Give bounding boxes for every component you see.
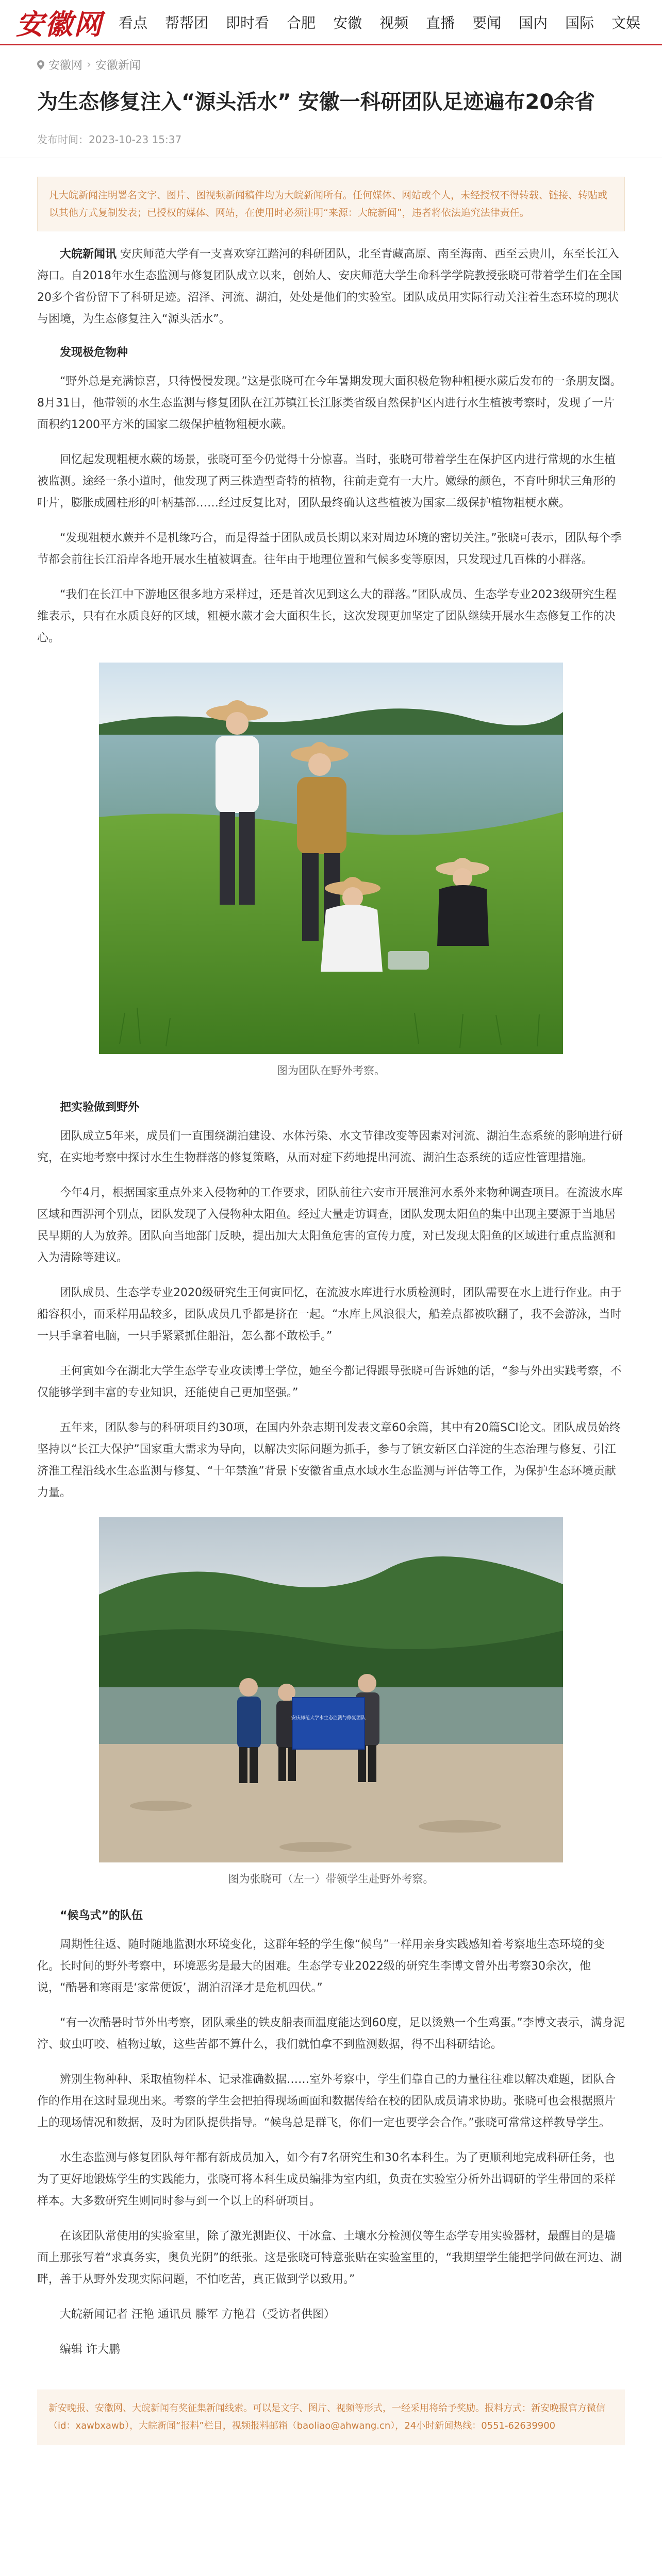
paragraph: “有一次酷暑时节外出考察，团队乘坐的铁皮船表面温度能达到60度，足以烫熟一个生鸡蛋。”李博文表示，满身泥泞、蚊虫叮咬、植物过敏，这些苦都不算什么，我们就怕拿不到监测数据，得不出科研结论。 xyxy=(37,2016,625,2051)
paragraph: 回忆起发现粗梗水蕨的场景，张晓可至今仍觉得十分惊喜。当时，张晓可带着学生在保护区内进行常规的水生植被监测。途经一条小道时，他发现了两三株造型奇特的植物，往前走竟有一大片。嫩绿的颜色，不育叶卵状三角形的叶片，膨胀成圆柱形的叶柄基部……经过反复比对，团队最终确认这些植被为国家二级保护植物粗梗水蕨。 xyxy=(37,453,616,510)
article-title: 为生态修复注入“源头活水” 安徽一科研团队足迹遍布20余省 xyxy=(37,90,595,114)
paragraph: “野外总是充满惊喜，只待慢慢发现。”这是张晓可在今年暑期发现大面积极危物种粗梗水蕨后发布的一条朋友圈。8月31日，他带领的水生态监测与修复团队在江苏镇江长江豚类省级自然保护区内进行水生植被考察时，发现了一片面积约1200平方米的国家二级保护植物粗梗水蕨。 xyxy=(37,375,622,431)
paragraph: 周期性往返、随时随地监测水环境变化，这群年轻的学生像“候鸟”一样用亲身实践感知着考察地生态环境的变化。长时间的野外考察中，环境恶劣是最大的困难。生态学专业2022级的研究生李博文曾外出考察30余次，他说，“酷暑和寒雨是‘家常便饭’，湖泊沼泽才是危机四伏。” xyxy=(37,1938,605,1994)
breadcrumb-section[interactable]: 安徽新闻 xyxy=(95,59,141,72)
breadcrumb-home[interactable]: 安徽网 xyxy=(48,59,83,72)
team-banner-photo xyxy=(99,1517,563,1862)
logo-text: 安徽网 xyxy=(16,7,103,41)
nav-item-jishikan[interactable]: 即时看 xyxy=(226,14,270,31)
publish-date: 发布时间：2023-10-23 15:37 xyxy=(0,116,662,158)
nav-item-international[interactable]: 国际 xyxy=(565,14,594,31)
paragraph: 水生态监测与修复团队每年都有新成员加入，如今有7名研究生和30名本科生。为了更顺利地完成科研任务，也为了更好地锻炼学生的实践能力，张晓可将本科生成员编排为室内组，负责在实验室分析外出调研的学生带回的采样样本。大多数研究生则同时参与到一个以上的科研项目。 xyxy=(37,2151,616,2208)
nav-item-anhui[interactable]: 安徽 xyxy=(333,14,362,31)
section-heading-fieldwork: 把实验做到野外 xyxy=(60,1101,140,1114)
breadcrumb xyxy=(0,45,662,73)
main-nav xyxy=(119,12,658,32)
nav-item-live[interactable]: 直播 xyxy=(426,14,455,31)
paragraph: 辨别生物种种、采取植物样本、记录准确数据……室外考察中，学生们靠自己的力量往往难以解决难题，团队合作的作用在这时显现出来。考察的学生会把拍得现场画面和数据传给在校的团队成员请求协助。张晓可也会根据照片上的现场情况和数据，及时为团队提供指导。“候鸟总是群飞，你们一定也要学会合作。”张晓可常常这样教导学生。 xyxy=(37,2073,616,2129)
site-logo[interactable] xyxy=(0,0,119,44)
location-pin-icon xyxy=(37,60,44,70)
field-survey-photo xyxy=(99,663,563,1054)
nav-item-video[interactable]: 视频 xyxy=(379,14,409,31)
nav-item-yaowen[interactable]: 要闻 xyxy=(472,14,502,31)
team-banner-illustration xyxy=(99,1517,563,1862)
section-heading-discovery: 发现极危物种 xyxy=(60,346,128,359)
paragraph: 王何寅如今在湖北大学生态学专业攻读博士学位，她至今都记得跟导张晓可告诉她的话，“参与外出实践考察，不仅能够学到丰富的专业知识，还能使自己更加坚强。” xyxy=(37,1365,622,1399)
paragraph: 今年4月，根据国家重点外来入侵物种的工作要求，团队前往六安市开展淮河水系外来物种调查项目。在流波水库区域和西淠河个别点，团队发现了入侵物种太阳鱼。经过大量走访调查，团队发现太阳鱼的集中出现主要源于当地居民早期的人为放养。团队向当地部门反映，提出加大太阳鱼危害的宣传力度，对已发现太阳鱼的区域进行重点监测和入为清除等建议。 xyxy=(37,1187,623,1264)
editor-credit: 编辑 许大鹏 xyxy=(60,2343,120,2356)
photo-caption-2: 图为张晓可（左一）带领学生赴野外考察。 xyxy=(228,1873,434,1885)
nav-item-domestic[interactable]: 国内 xyxy=(519,14,548,31)
article-body xyxy=(0,231,662,2361)
breadcrumb-separator: › xyxy=(87,58,91,71)
paragraph: “发现粗梗水蕨并不是机缘巧合，而是得益于团队成员长期以来对周边环境的密切关注。”张晓可表示，团队每个季节都会前往长江沿岸各地开展水生植被调查。往年由于地理位置和气候多变等原因，只发现过几百株的小群落。 xyxy=(37,532,622,566)
paragraph: 团队成员、生态学专业2020级研究生王何寅回忆，在流波水库进行水质检测时，团队需要在水上进行作业。由于船容积小，而采样用品较多，团队成员几乎都是挤在一起。“水库上风浪很大，船差点都被吹翻了，我不会游泳，当时一只手拿着电脑，一只手紧紧抓住船沿，怎么都不敢松手。” xyxy=(37,1286,622,1343)
copyright-notice: 凡大皖新闻注明署名文字、图片、图视频新闻稿件均为大皖新闻所有。任何媒体、网站或个人，未经授权不得转载、链接、转贴或以其他方式复制发表；已授权的媒体、网站，在使用时必须注明“来源：大皖新闻”，违者将依法追究法律责任。 xyxy=(37,177,625,231)
paragraph: 团队成立5年来，成员们一直围绕湖泊建设、水体污染、水文节律改变等因素对河流、湖泊生态系统的影响进行研究，在实地考察中探讨水生生物群落的修复策略，从而对症下药地提出河流、湖泊生态系统的适应性管理措施。 xyxy=(37,1130,623,1164)
nav-item-kandian[interactable]: 看点 xyxy=(119,14,148,31)
paragraph: “我们在长江中下游地区很多地方采样过，还是首次见到这么大的群落。”团队成员、生态学专业2023级研究生程维表示，只有在水质良好的区域，粗梗水蕨才会大面积生长，这次发现更加坚定了团队继续开展水生态修复工作的决心。 xyxy=(37,588,617,645)
nav-item-bangbangtuan[interactable]: 帮帮团 xyxy=(165,14,209,31)
banner-text: 安庆师范大学水生态监测与修复团队 xyxy=(291,1716,366,1721)
photo-caption-1: 图为团队在野外考察。 xyxy=(277,1064,385,1077)
tip-off-notice: 新安晚报、安徽网、大皖新闻有奖征集新闻线索。可以是文字、图片、视频等形式，一经采用将给予奖励。报料方式：新安晚报官方微信（id：xawbxawb），大皖新闻“报料”栏目，视频报料邮箱（baoliao@ahwang.cn），24小时新闻热线：0551-62639900 xyxy=(37,2389,625,2445)
reporter-credit: 大皖新闻记者 汪艳 通讯员 滕军 方艳君（受访者供图） xyxy=(60,2308,335,2321)
nav-item-hefei[interactable]: 合肥 xyxy=(287,14,316,31)
section-heading-migratory-team: “候鸟式”的队伍 xyxy=(60,1909,143,1922)
nav-item-entertainment[interactable]: 文娱 xyxy=(611,14,641,31)
paragraph-lead: 大皖新闻讯 安庆师范大学有一支喜欢穿江踏河的科研团队，北至青藏高原、南至海南、西至云贵川，东至长江入海口。自2018年水生态监测与修复团队成立以来，创始人、安庆师范大学生命科学学院教授张晓可带着学生们在全国20多个省份留下了科研足迹。沼泽、河流、湖泊，处处是他们的实验室。团队成员用实际行动关注着生态环境的现状与困境，为生态修复注入“源头活水”。 xyxy=(37,248,622,326)
paragraph: 五年来，团队参与的科研项目约30项，在国内外杂志期刊发表文章60余篇，其中有20篇SCI论文。团队成员始终坚持以“长江大保护”国家重大需求为导向，以解决实际问题为抓手，参与了镇安新区白洋淀的生态治理与修复、引江济淮工程沿线水生态监测与修复、“十年禁渔”背景下安徽省重点水域水生态监测与评估等工作，为保护生态环境贡献力量。 xyxy=(37,1421,621,1499)
lead-source: 大皖新闻讯 xyxy=(60,248,117,261)
site-header xyxy=(0,0,662,45)
paragraph: 在该团队常使用的实验室里，除了激光测距仪、干冰盒、土壤水分检测仪等生态学专用实验器材，最醒目的是墙面上那张写着“求真务实，奥负光阴”的纸张。这是张晓可特意张贴在实验室里的，“我期望学生能把学问做在河边、湖畔，善于从野外发现实际问题，不怕吃苦，真正做到学以致用。” xyxy=(37,2230,622,2286)
field-survey-illustration xyxy=(99,663,563,1054)
